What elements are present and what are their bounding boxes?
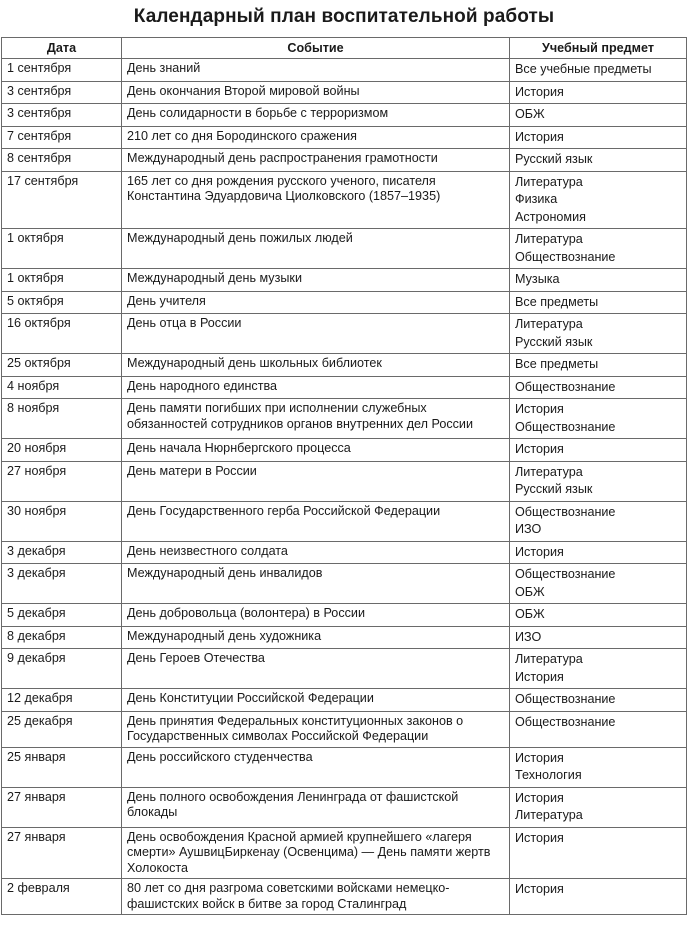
subject-item: История <box>515 442 564 456</box>
subject-item: История <box>515 669 564 684</box>
subject-item: История <box>515 84 564 99</box>
cell-subject <box>510 649 687 689</box>
subject-item: Астрономия <box>515 209 586 224</box>
cell-event: День отца в России <box>122 314 510 354</box>
subject-item: История <box>515 790 564 805</box>
subject-item: Литература <box>515 808 583 822</box>
header-date: Дата <box>2 38 122 59</box>
table-row <box>2 171 687 229</box>
cell-date: 16 октября <box>2 314 122 354</box>
subject-item: Обществознание <box>515 379 616 394</box>
subject-item: ОБЖ <box>515 607 545 621</box>
table-header-row <box>2 38 687 59</box>
cell-subject <box>510 626 687 649</box>
cell-subject <box>510 269 687 292</box>
cell-event: День солидарности в борьбе с терроризмом <box>122 104 510 127</box>
cell-event: 165 лет со дня рождения русского ученого, писателя Константина Эдуардовича Циолковского (1857–1935) <box>122 171 510 229</box>
subject-item: История <box>515 750 564 765</box>
cell-event: День российского студенчества <box>122 747 510 787</box>
subject-item: Обществознание <box>515 419 616 434</box>
cell-date: 20 ноября <box>2 439 122 462</box>
table-row <box>2 879 687 915</box>
cell-subject <box>510 81 687 104</box>
table-row <box>2 399 687 439</box>
table-row <box>2 81 687 104</box>
cell-event: День освобождения Красной армией крупнейшего «лагеря смерти» АушвицБиркенау (Освенцима) — День памяти жертв Холокоста <box>122 827 510 879</box>
table-row <box>2 59 687 82</box>
cell-date: 30 ноября <box>2 501 122 541</box>
subject-item: Все учебные предметы <box>515 62 652 76</box>
cell-event: День Героев Отечества <box>122 649 510 689</box>
cell-event: День учителя <box>122 291 510 314</box>
cell-date: 5 октября <box>2 291 122 314</box>
subject-item: Литература <box>515 652 583 666</box>
subject-item: Литература <box>515 232 583 246</box>
table-row <box>2 269 687 292</box>
cell-event: Международный день школьных библиотек <box>122 354 510 377</box>
calendar-table <box>1 37 687 915</box>
cell-date: 27 января <box>2 827 122 879</box>
cell-date: 3 декабря <box>2 541 122 564</box>
subject-item: Все предметы <box>515 357 599 371</box>
cell-subject <box>510 541 687 564</box>
cell-event: День полного освобождения Ленинграда от фашистской блокады <box>122 787 510 827</box>
cell-date: 7 сентября <box>2 126 122 149</box>
cell-date: 27 января <box>2 787 122 827</box>
cell-event: Международный день инвалидов <box>122 564 510 604</box>
subject-item: История <box>515 402 564 416</box>
cell-subject <box>510 314 687 354</box>
cell-date: 25 октября <box>2 354 122 377</box>
subject-item: История <box>515 830 564 845</box>
table-row <box>2 314 687 354</box>
cell-subject <box>510 564 687 604</box>
cell-subject <box>510 439 687 462</box>
cell-subject <box>510 461 687 501</box>
cell-event: 80 лет со дня разгрома советскими войсками немецко-фашистских войск в битве за город Сталинград <box>122 879 510 915</box>
cell-event: Международный день музыки <box>122 269 510 292</box>
subject-item: ОБЖ <box>515 584 545 599</box>
table-row <box>2 104 687 127</box>
table-row <box>2 461 687 501</box>
subject-item: Русский язык <box>515 152 593 166</box>
cell-subject <box>510 229 687 269</box>
cell-subject <box>510 604 687 627</box>
cell-date: 4 ноября <box>2 376 122 399</box>
table-row <box>2 787 687 827</box>
subject-item: История <box>515 544 564 559</box>
cell-date: 2 февраля <box>2 879 122 915</box>
cell-event: День знаний <box>122 59 510 82</box>
cell-date: 9 декабря <box>2 649 122 689</box>
cell-event: День принятия Федеральных конституционных законов о Государственных символах Российской Федерации <box>122 711 510 747</box>
table-row <box>2 229 687 269</box>
cell-subject <box>510 747 687 787</box>
table-row <box>2 626 687 649</box>
cell-subject <box>510 689 687 712</box>
cell-date: 5 декабря <box>2 604 122 627</box>
cell-event: День окончания Второй мировой войны <box>122 81 510 104</box>
cell-subject <box>510 291 687 314</box>
cell-date: 25 декабря <box>2 711 122 747</box>
subject-item: Все предметы <box>515 294 599 309</box>
cell-subject <box>510 104 687 127</box>
cell-event: Международный день пожилых людей <box>122 229 510 269</box>
subject-item: История <box>515 129 564 144</box>
cell-subject <box>510 787 687 827</box>
cell-subject <box>510 126 687 149</box>
cell-event: День матери в России <box>122 461 510 501</box>
subject-item: ИЗО <box>515 522 542 536</box>
subject-item: Литература <box>515 317 583 331</box>
table-row <box>2 376 687 399</box>
subject-item: Обществознание <box>515 567 616 581</box>
subject-item: Обществознание <box>515 692 616 706</box>
cell-date: 8 ноября <box>2 399 122 439</box>
cell-event: День добровольца (волонтера) в России <box>122 604 510 627</box>
subject-item: ОБЖ <box>515 107 545 121</box>
cell-event: День народного единства <box>122 376 510 399</box>
table-row <box>2 354 687 377</box>
table-row <box>2 149 687 172</box>
cell-date: 3 сентября <box>2 104 122 127</box>
cell-date: 1 сентября <box>2 59 122 82</box>
cell-date: 1 октября <box>2 229 122 269</box>
cell-event: День неизвестного солдата <box>122 541 510 564</box>
table-row <box>2 501 687 541</box>
table-row <box>2 541 687 564</box>
subject-item: ИЗО <box>515 629 542 644</box>
subject-item: Литература <box>515 464 583 479</box>
subject-item: Обществознание <box>515 504 616 519</box>
table-row <box>2 711 687 747</box>
cell-date: 12 декабря <box>2 689 122 712</box>
cell-subject <box>510 149 687 172</box>
table-row <box>2 604 687 627</box>
header-subject: Учебный предмет <box>510 38 687 59</box>
document-title: Календарный план воспитательной работы <box>133 6 555 27</box>
cell-date: 3 декабря <box>2 564 122 604</box>
cell-subject <box>510 879 687 915</box>
cell-event: День Государственного герба Российской Федерации <box>122 501 510 541</box>
cell-subject <box>510 354 687 377</box>
table-row <box>2 747 687 787</box>
table-body <box>2 59 687 915</box>
cell-date: 1 октября <box>2 269 122 292</box>
cell-date: 3 сентября <box>2 81 122 104</box>
subject-item: Литература <box>515 174 583 189</box>
table-row <box>2 564 687 604</box>
cell-subject <box>510 399 687 439</box>
subject-item: Технология <box>515 768 582 782</box>
cell-subject <box>510 827 687 879</box>
table-row <box>2 827 687 879</box>
cell-date: 25 января <box>2 747 122 787</box>
cell-date: 17 сентября <box>2 171 122 229</box>
table-row <box>2 649 687 689</box>
cell-event: 210 лет со дня Бородинского сражения <box>122 126 510 149</box>
subject-item: Обществознание <box>515 714 616 729</box>
subject-item: Русский язык <box>515 482 593 496</box>
table-row <box>2 291 687 314</box>
subject-item: Музыка <box>515 272 560 286</box>
cell-date: 27 ноября <box>2 461 122 501</box>
cell-subject <box>510 59 687 82</box>
cell-date: 8 декабря <box>2 626 122 649</box>
cell-subject <box>510 376 687 399</box>
cell-event: Международный день художника <box>122 626 510 649</box>
cell-subject <box>510 171 687 229</box>
subject-item: Физика <box>515 192 558 206</box>
cell-subject <box>510 501 687 541</box>
cell-date: 8 сентября <box>2 149 122 172</box>
cell-event: Международный день распространения грамотности <box>122 149 510 172</box>
header-event: Событие <box>122 38 510 59</box>
cell-event: День памяти погибших при исполнении служебных обязанностей сотрудников органов внутренних дел России <box>122 399 510 439</box>
subject-item: Обществознание <box>515 249 616 264</box>
cell-event: День начала Нюрнбергского процесса <box>122 439 510 462</box>
table-row <box>2 126 687 149</box>
subject-item: История <box>515 882 564 896</box>
table-row <box>2 439 687 462</box>
cell-subject <box>510 711 687 747</box>
table-row <box>2 689 687 712</box>
subject-item: Русский язык <box>515 334 593 349</box>
cell-event: День Конституции Российской Федерации <box>122 689 510 712</box>
